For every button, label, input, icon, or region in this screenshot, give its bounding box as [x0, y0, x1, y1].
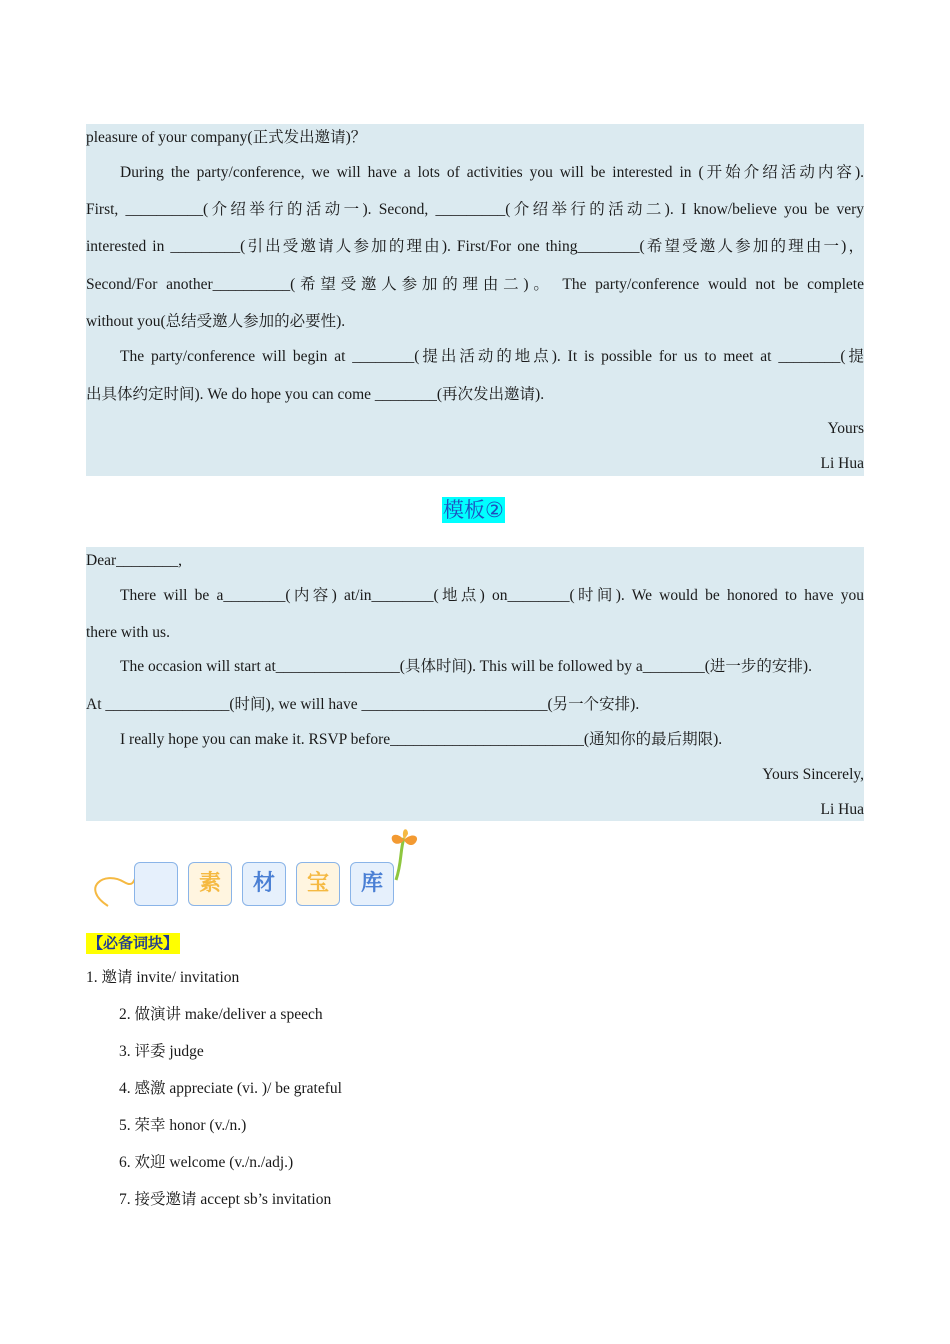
- template-1-line: pleasure of your company(正式发出邀请)？: [86, 129, 367, 146]
- vocab-item: 6. 欢迎 welcome (v./n./adj.): [119, 1154, 294, 1171]
- template-2-line: I really hope you can make it. RSVP before_________________________(通知你的最后期限).: [120, 731, 723, 748]
- banner-char-tile: 素: [188, 862, 232, 906]
- template-2-title: 模板②: [443, 498, 504, 522]
- template-1-line: 出具体约定时间). We do hope you can come ________(再次发出邀请).: [86, 386, 545, 403]
- template-1-box: [86, 124, 864, 476]
- template-1-line: The party/conference will begin at ________(提出活动的地点). It is possible for us to meet at ________(提: [120, 348, 864, 365]
- template-2-line: There will be a________(内容) at/in________(地点) on________(时间). We would be honored to have you: [120, 587, 864, 604]
- signature: Li Hua: [820, 455, 864, 472]
- template-2-line: The occasion will start at________________(具体时间). This will be followed by a________(进一步的安排).: [120, 658, 812, 675]
- template-1-line: Second/For another__________(希望受邀人参加的理由二)。 The party/conference would not be complete: [86, 276, 864, 293]
- template-1-line: First, __________(介绍举行的活动一). Second, _________(介绍举行的活动二). I know/believe you be very: [86, 201, 864, 218]
- banner-char-tile: 库: [350, 862, 394, 906]
- template-1-line: interested in _________(引出受邀请人参加的理由). First/For one thing________(希望受邀人参加的理由一)，: [86, 238, 864, 255]
- banner-char-tile: 材: [242, 862, 286, 906]
- vocab-item: 1. 邀请 invite/ invitation: [86, 969, 240, 986]
- greeting: Dear________,: [86, 552, 182, 569]
- template-1-line: During the party/conference, we will have a lots of activities you will be interested in (开始介绍活动内容).: [120, 164, 864, 181]
- vocab-item: 7. 接受邀请 accept sb’s invitation: [119, 1191, 332, 1208]
- material-bank-banner: [86, 826, 426, 916]
- template-2-line: there with us.: [86, 624, 170, 641]
- vocab-item: 4. 感激 appreciate (vi. )/ be grateful: [119, 1080, 342, 1097]
- vocab-item: 3. 评委 judge: [119, 1043, 204, 1060]
- template-2-line: At ________________(时间), we will have ________________________(另一个安排).: [86, 696, 640, 713]
- template-1-line: without you(总结受邀人参加的必要性).: [86, 313, 346, 330]
- closing: Yours Sincerely,: [762, 766, 864, 783]
- signature: Li Hua: [820, 801, 864, 818]
- banner-icon-tile: [134, 862, 178, 906]
- closing: Yours: [827, 420, 864, 437]
- vocab-heading: 【必备词块】: [88, 934, 179, 952]
- template-2-box: [86, 547, 864, 821]
- vocab-item: 2. 做演讲 make/deliver a speech: [119, 1006, 323, 1023]
- banner-char-tile: 宝: [296, 862, 340, 906]
- vocab-item: 5. 荣幸 honor (v./n.): [119, 1117, 247, 1134]
